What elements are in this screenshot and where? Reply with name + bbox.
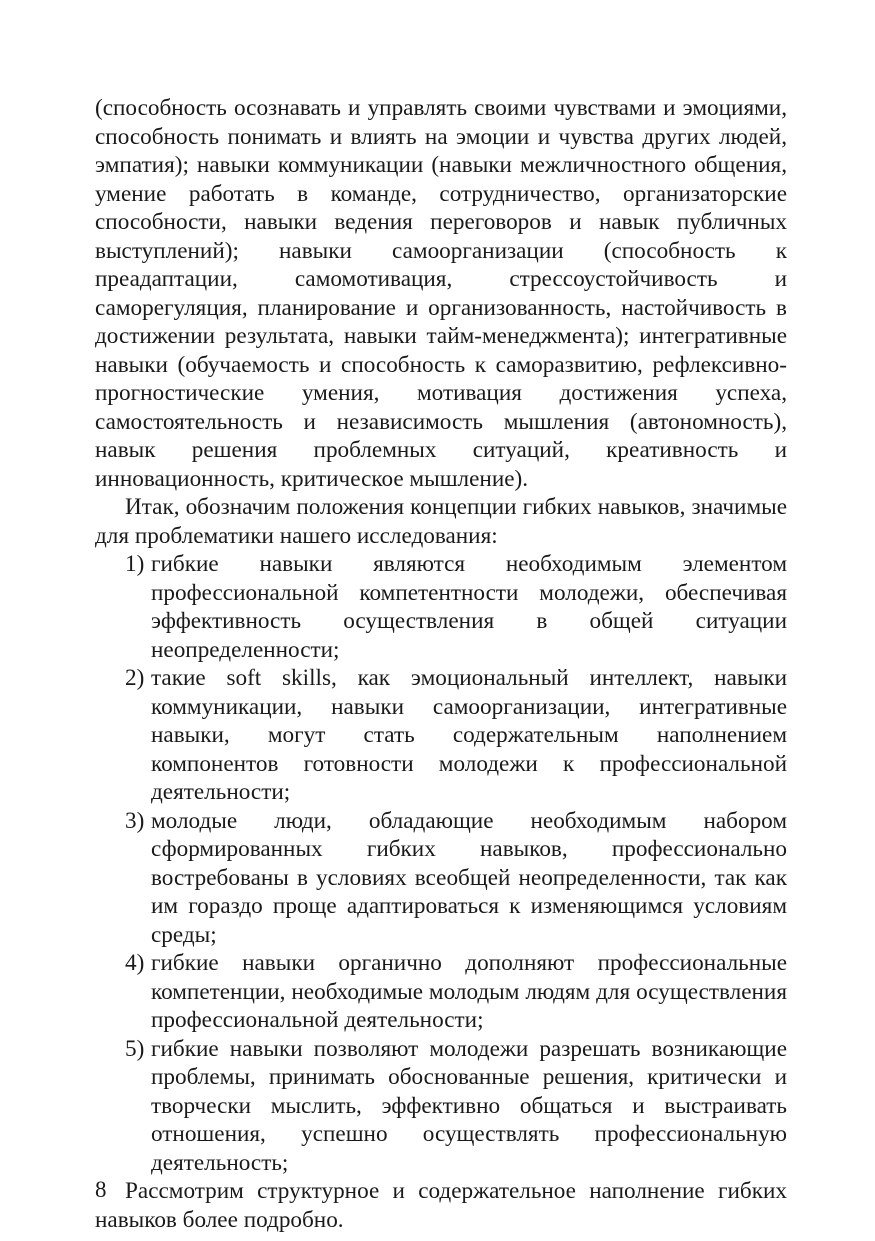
list-item-text: гибкие навыки позволяют молодежи разрешать возникающие проблемы, принимать обоснованные решения, критически и творчески мыслить, эффективно общаться и выстраивать отношения, успешно осуществлять профессиональную деятельность; <box>151 1035 787 1176</box>
list-item-number: 2) <box>125 665 145 691</box>
list-item-text: гибкие навыки являются необходимым элементом профессиональной компетентности молодежи, обеспечивая эффективность осуществления в общей ситуации неопределенности; <box>151 551 787 663</box>
lead-paragraph: Итак, обозначим положения концепции гибких навыков, значимые для проблематики нашего исследования: <box>95 494 787 549</box>
list-item <box>125 1035 787 1178</box>
list-item <box>125 949 787 1035</box>
list-item-text: такие soft skills, как эмоциональный интеллект, навыки коммуникации, навыки самоорганизации, интегративные навыки, могут стать содержательным наполнением компонентов готовности молодежи к профессиональной деятельности; <box>151 665 787 805</box>
positions-list <box>95 550 787 1177</box>
list-item <box>125 807 787 950</box>
list-item-number: 5) <box>125 1035 145 1062</box>
list-item-text: молодые люди, обладающие необходимым набором сформированных гибких навыков, профессионально востребованы в условиях всеобщей неопределенности, так как им гораздо проще адаптироваться к изменяющимся условиям среды; <box>151 807 787 948</box>
intro-paragraph: (способность осознавать и управлять своими чувствами и эмоциями, способность понимать и влиять на эмоции и чувства других людей, эмпатия); навыки коммуникации (навыки межличностного общения, умение работать в команде, сотрудничество, организаторские способности, навыки ведения переговоров и навык публичных выступлений); навыки самоорганизации (способность к преадаптации, самомотивация, стрессоустойчивость и саморегуляция, планирование и организованность, настойчивость в достижении результата, навыки тайм-менеджмента); интегративные навыки (обучаемость и способность к саморазвитию, рефлексивно-прогностические умения, мотивация достижения успеха, самостоятельность и независимость мышления (автономность), навык решения проблемных ситуаций, креативность и инновационность, критическое мышление). <box>95 95 787 492</box>
page-number: 8 <box>95 1177 107 1202</box>
list-item-text: гибкие навыки органично дополняют профессиональные компетенции, необходимые молодым людям для осуществления профессиональной деятельности; <box>151 950 787 1033</box>
closing-paragraph: Рассмотрим структурное и содержательное наполнение гибких навыков более подробно. <box>95 1178 787 1233</box>
list-item-number: 3) <box>125 807 145 834</box>
list-item-number: 4) <box>125 950 145 976</box>
list-item <box>125 550 787 664</box>
list-item-number: 1) <box>125 551 145 577</box>
body-text <box>95 94 787 1234</box>
list-item <box>125 664 787 807</box>
